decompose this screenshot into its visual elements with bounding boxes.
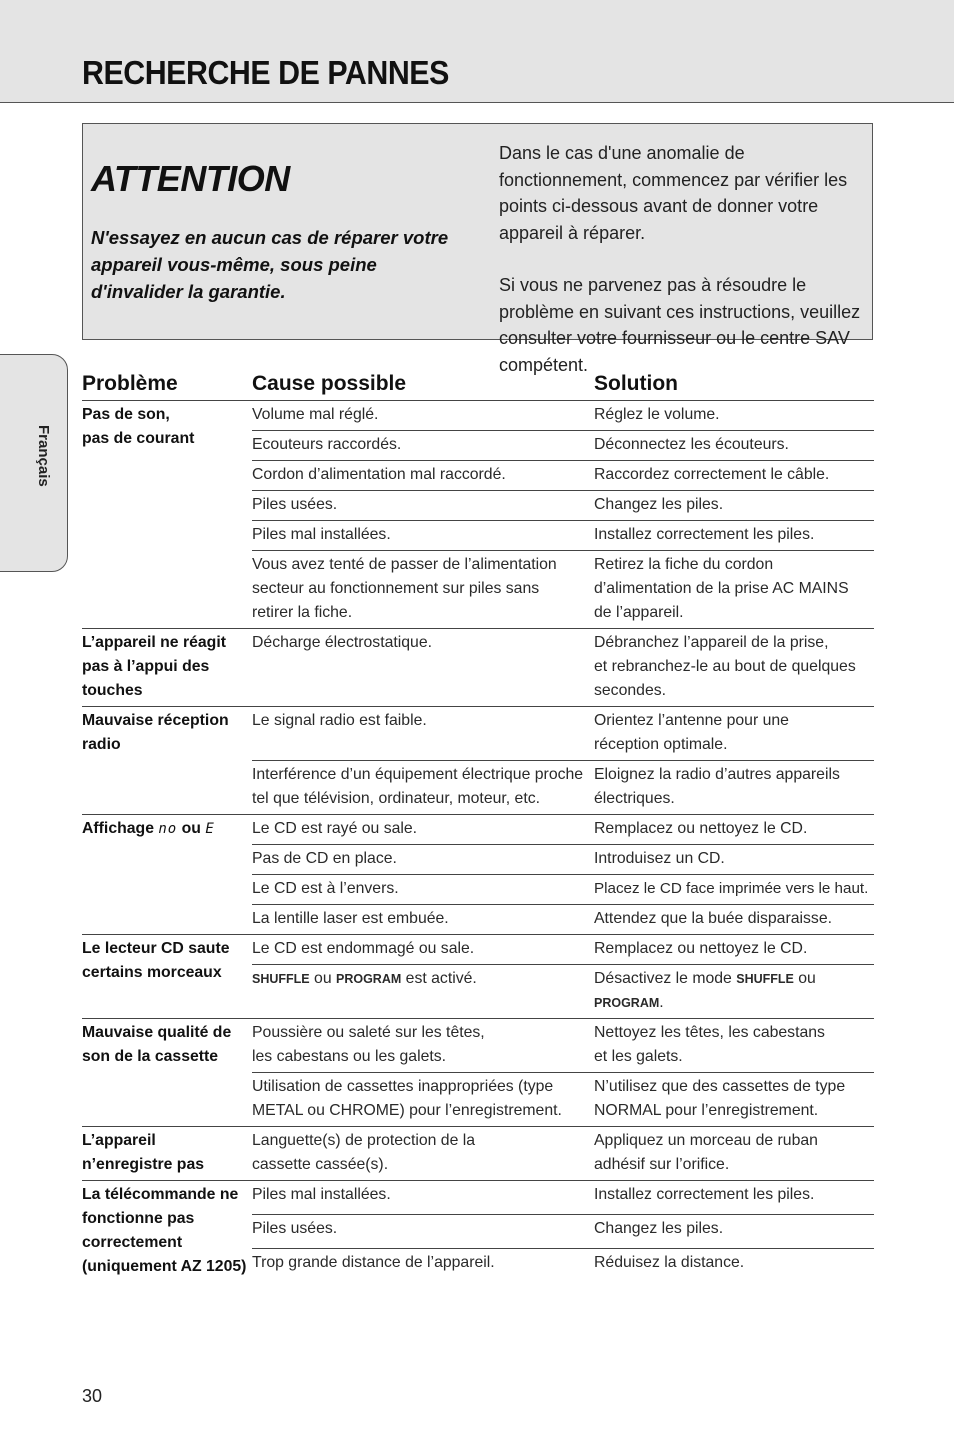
troubleshooting-table bbox=[82, 372, 874, 1282]
cause-cell: Languette(s) de protection de la cassette cassée(s). bbox=[252, 1127, 594, 1181]
shuffle-keyword: SHUFFLE bbox=[736, 972, 794, 986]
cause-cell: Poussière ou saleté sur les têtes, les cabestans ou les galets. bbox=[252, 1019, 594, 1073]
solution-cell: Installez correctement les piles. bbox=[594, 1181, 874, 1215]
solution-cell: Retirez la fiche du cordon d’alimentation de la prise AC MAINS de l’appareil. bbox=[594, 551, 874, 629]
cause-cell: Le CD est endommagé ou sale. bbox=[252, 935, 594, 965]
solution-text: Désactivez le mode bbox=[594, 970, 737, 987]
problem-cell: Le lecteur CD saute certains morceaux bbox=[82, 935, 252, 1019]
cause-cell: Le CD est à l’envers. bbox=[252, 875, 594, 905]
cause-cell: Piles usées. bbox=[252, 1215, 594, 1249]
header-solution: Solution bbox=[594, 372, 874, 401]
page-title: RECHERCHE DE PANNES bbox=[82, 54, 449, 91]
table-row bbox=[82, 1019, 874, 1073]
program-keyword: PROGRAM bbox=[336, 972, 402, 986]
lcd-e-display: E bbox=[205, 821, 215, 837]
attention-box bbox=[82, 123, 873, 375]
problem-text: ou bbox=[177, 820, 206, 837]
cause-cell: La lentille laser est embuée. bbox=[252, 905, 594, 935]
table-row bbox=[82, 707, 874, 761]
solution-cell: Orientez l’antenne pour une réception optimale. bbox=[594, 707, 874, 761]
cause-cell: Vous avez tenté de passer de l’alimentation secteur au fonctionnement sur piles sans retirer la fiche. bbox=[252, 551, 594, 629]
table-row bbox=[82, 935, 874, 965]
cause-text: ou bbox=[309, 970, 336, 987]
table-row bbox=[82, 815, 874, 845]
table-row bbox=[82, 629, 874, 707]
solution-cell: N’utilisez que des cassettes de type NORMAL pour l’enregistrement. bbox=[594, 1073, 874, 1127]
table-row bbox=[82, 1181, 874, 1215]
table-row bbox=[82, 401, 874, 431]
problem-text: Affichage bbox=[82, 820, 159, 837]
cause-cell: Décharge électrostatique. bbox=[252, 629, 594, 707]
intro-paragraph-1: Dans le cas d'une anomalie de fonctionnement, commencez par vérifier les points ci-dessous avant de donner votre appareil à réparer. bbox=[499, 143, 848, 243]
cause-cell: Utilisation de cassettes inappropriées (type METAL ou CHROME) pour l’enregistrement. bbox=[252, 1073, 594, 1127]
cause-cell: Cordon d’alimentation mal raccordé. bbox=[252, 461, 594, 491]
program-keyword: PROGRAM bbox=[594, 996, 660, 1010]
attention-intro bbox=[499, 140, 871, 378]
cause-cell: Pas de CD en place. bbox=[252, 845, 594, 875]
problem-cell: L’appareil n’enregistre pas bbox=[82, 1127, 252, 1181]
language-tab-label: Français bbox=[35, 425, 52, 487]
cause-cell: Volume mal réglé. bbox=[252, 401, 594, 431]
solution-cell: Réglez le volume. bbox=[594, 401, 874, 431]
solution-cell bbox=[594, 965, 874, 1019]
cause-cell: Le signal radio est faible. bbox=[252, 707, 594, 761]
solution-cell: Changez les piles. bbox=[594, 491, 874, 521]
page-number: 30 bbox=[82, 1386, 103, 1406]
solution-cell: Introduisez un CD. bbox=[594, 845, 874, 875]
solution-text: ou bbox=[793, 970, 816, 987]
solution-cell: Remplacez ou nettoyez le CD. bbox=[594, 935, 874, 965]
cause-cell: Ecouteurs raccordés. bbox=[252, 431, 594, 461]
cause-cell: Piles mal installées. bbox=[252, 1181, 594, 1215]
header-cause: Cause possible bbox=[252, 372, 594, 401]
solution-cell: Appliquez un morceau de ruban adhésif sur l’orifice. bbox=[594, 1127, 874, 1181]
cause-cell bbox=[252, 965, 594, 1019]
cause-cell: Piles mal installées. bbox=[252, 521, 594, 551]
solution-cell: Nettoyez les têtes, les cabestans et les galets. bbox=[594, 1019, 874, 1073]
attention-warning: N'essayez en aucun cas de réparer votre appareil vous-même, sous peine d'invalider la garantie. bbox=[91, 227, 449, 302]
cause-cell: Piles usées. bbox=[252, 491, 594, 521]
table-row bbox=[82, 1127, 874, 1181]
cause-cell: Interférence d’un équipement électrique proche tel que télévision, ordinateur, moteur, etc. bbox=[252, 761, 594, 815]
solution-text: . bbox=[659, 994, 664, 1011]
solution-cell: Remplacez ou nettoyez le CD. bbox=[594, 815, 874, 845]
solution-cell: Débranchez l’appareil de la prise, et rebranchez-le au bout de quelques secondes. bbox=[594, 629, 874, 707]
solution-cell: Déconnectez les écouteurs. bbox=[594, 431, 874, 461]
solution-cell: Changez les piles. bbox=[594, 1215, 874, 1249]
solution-cell: Attendez que la buée disparaisse. bbox=[594, 905, 874, 935]
intro-paragraph-2: Si vous ne parvenez pas à résoudre le problème en suivant ces instructions, veuillez consulter votre fournisseur ou le centre SAV compétent. bbox=[499, 275, 861, 375]
cause-cell: Le CD est rayé ou sale. bbox=[252, 815, 594, 845]
solution-cell: Placez le CD face imprimée vers le haut. bbox=[594, 875, 874, 905]
problem-cell: L’appareil ne réagit pas à l’appui des touches bbox=[82, 629, 252, 707]
attention-heading: ATTENTION bbox=[91, 158, 290, 199]
cause-cell: Trop grande distance de l’appareil. bbox=[252, 1254, 495, 1272]
cause-text: est activé. bbox=[401, 970, 477, 987]
solution-cell: Installez correctement les piles. bbox=[594, 521, 874, 551]
problem-cell: Mauvaise réception radio bbox=[82, 707, 252, 815]
shuffle-keyword: SHUFFLE bbox=[252, 972, 310, 986]
solution-cell: Eloignez la radio d’autres appareils électriques. bbox=[594, 761, 874, 815]
solution-cell: Réduisez la distance. bbox=[594, 1254, 745, 1272]
problem-cell: La télécommande ne fonctionne pas correctement (uniquement AZ 1205) bbox=[82, 1186, 247, 1275]
problem-cell: Mauvaise qualité de son de la cassette bbox=[82, 1019, 252, 1127]
solution-cell: Raccordez correctement le câble. bbox=[594, 461, 874, 491]
table-header-row bbox=[82, 372, 874, 401]
problem-cell: Pas de son, pas de courant bbox=[82, 401, 252, 629]
problem-cell bbox=[82, 815, 252, 935]
header-problem: Problème bbox=[82, 372, 252, 401]
lcd-no-display: no bbox=[158, 821, 178, 837]
